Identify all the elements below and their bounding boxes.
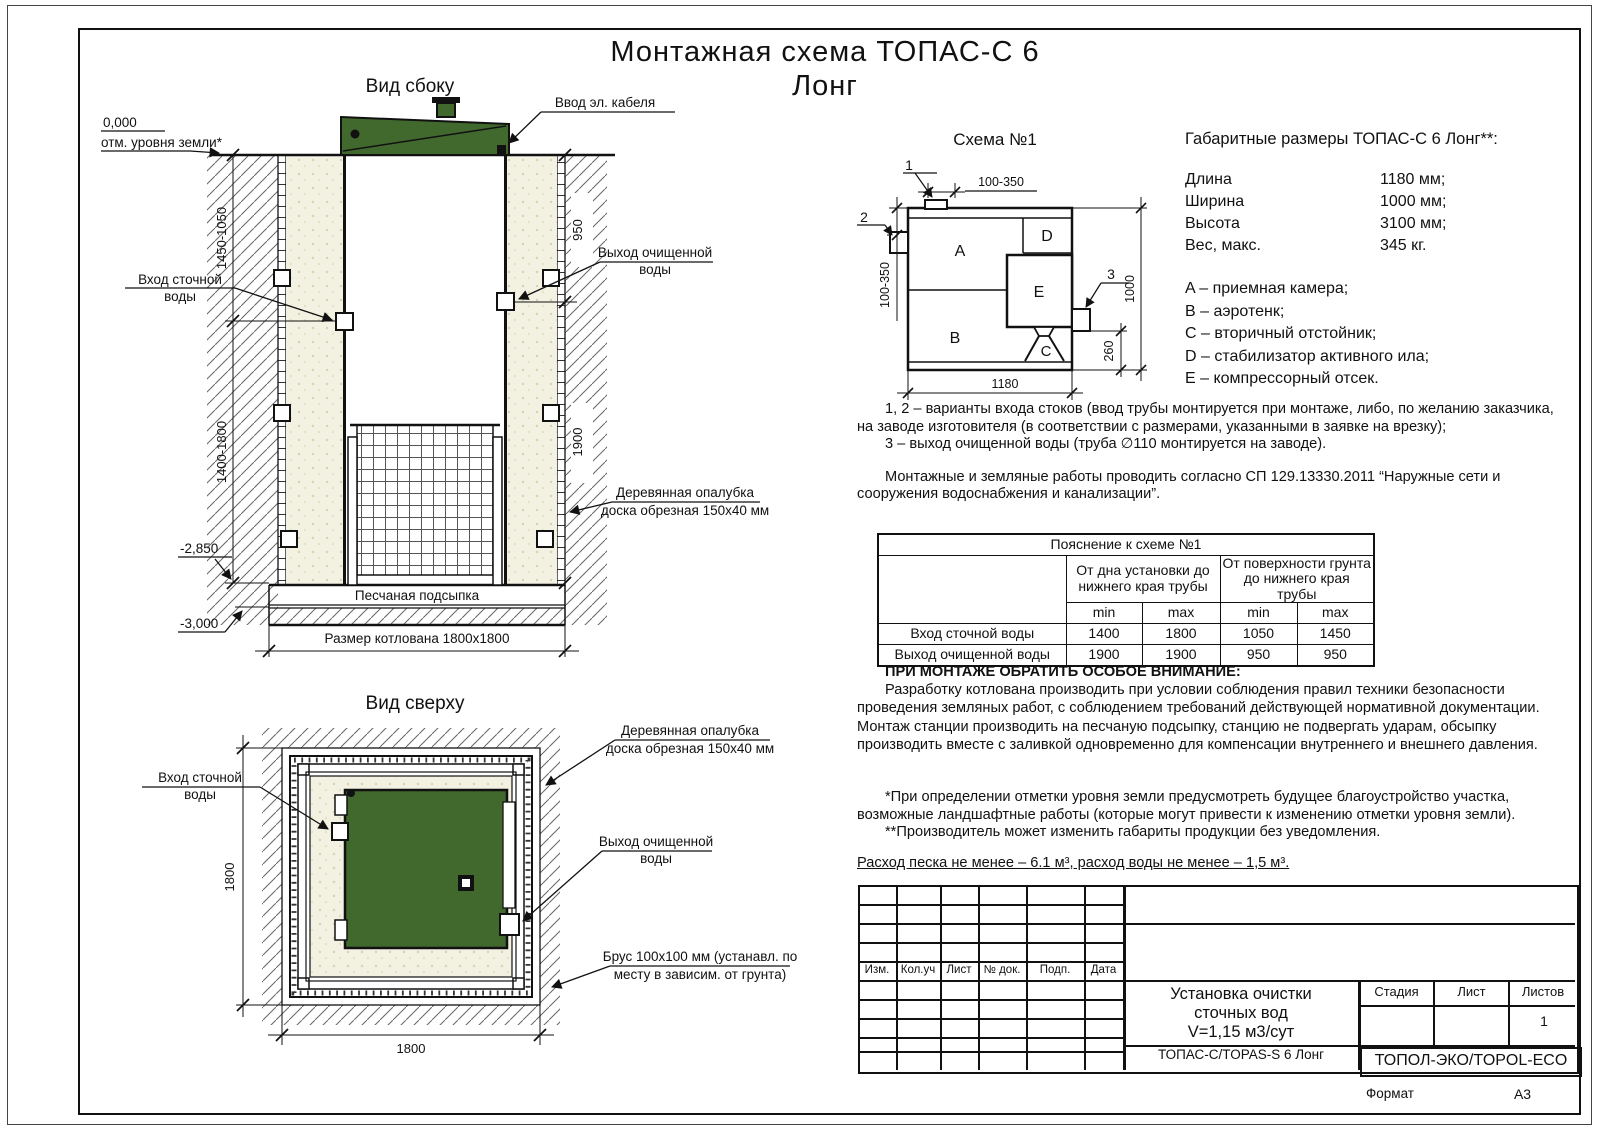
spec-label: Высота xyxy=(1185,215,1240,232)
table-corner-cell xyxy=(878,555,1066,624)
stamp-line xyxy=(896,885,898,1070)
marker2-label: 2 xyxy=(860,209,868,225)
left-notch-upper xyxy=(335,795,347,815)
row-value: 1450 xyxy=(1297,624,1374,645)
max-header: max xyxy=(1297,603,1374,624)
clamp-right-2 xyxy=(543,405,559,421)
dim-1800-v: 1800 xyxy=(222,862,237,892)
vent-pipe xyxy=(437,103,455,117)
marker3-leader xyxy=(1086,283,1101,307)
top-view-title: Вид сверху xyxy=(365,693,465,714)
vent-square-center xyxy=(462,879,470,887)
row-value: 1400 xyxy=(1066,624,1142,645)
document-title-line3: V=1,15 м3/сут xyxy=(1187,1023,1295,1041)
spec-value: 345 кг. xyxy=(1380,237,1427,254)
spec-label: Ширина xyxy=(1185,193,1245,210)
sand-backfill-right xyxy=(507,155,557,585)
stamp-line xyxy=(978,885,980,1070)
footnotes-block xyxy=(857,789,1559,872)
spec-value: 1000 мм; xyxy=(1380,193,1447,210)
footnote-1: *При определении отметки уровня земли предусмотреть будущее благоустройство участка, возможные ландшафтные работы (которые могут привести к изменению отметки уровня земли). xyxy=(857,789,1516,823)
lid-hatch-handle xyxy=(351,130,360,139)
top-formwork-label-line1: Деревянная опалубка xyxy=(620,723,760,738)
sheets-header: Листов xyxy=(1521,984,1565,999)
right-strip xyxy=(503,802,515,908)
dim-950: 950 xyxy=(570,219,585,241)
row-value: 950 xyxy=(1297,645,1374,666)
row-value: 950 xyxy=(1220,645,1297,666)
level-3000-label: -3,000 xyxy=(180,616,219,631)
compartment-e: E xyxy=(1033,284,1045,301)
spec-value: 3100 мм; xyxy=(1380,215,1447,232)
top-outlet-label-line1: Выход очищенной xyxy=(598,834,714,849)
outlet-label-line1: Выход очищенной xyxy=(597,245,713,260)
corner-step-br xyxy=(513,978,524,989)
marker2-leader xyxy=(885,225,892,235)
stamp-col-list: Лист xyxy=(946,964,972,976)
dimensions-heading: Габаритные размеры ТОПАС-С 6 Лонг**: xyxy=(1185,130,1498,148)
stamp-col-podp: Подп. xyxy=(1039,964,1071,976)
beam-leader xyxy=(552,966,610,987)
legend-item: B – аэротенк; xyxy=(1185,302,1285,320)
model-name: ТОПАС-С/TOPAS-S 6 Лонг xyxy=(1157,1047,1325,1062)
zero-mark-label: 0,000 xyxy=(103,115,137,130)
document-title-line1: Установка очистки xyxy=(1170,985,1312,1003)
tank-lid xyxy=(341,117,509,155)
document-title-line2: сточных вод xyxy=(1194,1004,1288,1022)
spec-row xyxy=(1185,191,1585,213)
legend-item: E – компрессорный отсек. xyxy=(1185,370,1379,387)
outlet-label-line2: воды xyxy=(639,262,671,277)
explanation-table xyxy=(877,533,1375,667)
table-group2-header xyxy=(1220,555,1374,603)
clamp-left-1 xyxy=(274,270,290,286)
dim-top-100-350: 100-350 xyxy=(978,175,1024,189)
beam-label-line1: Брус 100х100 мм (устанавл. по xyxy=(602,949,798,964)
row-value: 1900 xyxy=(1066,645,1142,666)
formwork-left xyxy=(278,155,286,585)
legend-item: C – вторичный отстойник; xyxy=(1185,325,1377,342)
pit-size-label: Размер котлована 1800х1800 xyxy=(324,631,510,646)
compartment-a: A xyxy=(954,243,966,260)
group2-line1: От поверхности грунта xyxy=(1222,554,1371,571)
left-notch-lower xyxy=(335,920,347,940)
compartment-b: B xyxy=(949,330,961,347)
min-header: min xyxy=(1220,603,1297,624)
support-board-right xyxy=(493,437,502,585)
top-inlet-label-line2: воды xyxy=(184,787,216,802)
title-block xyxy=(858,885,1580,1075)
max-header: max xyxy=(1142,603,1220,624)
spec-label: Вес, макс. xyxy=(1185,237,1261,254)
marker3-label: 3 xyxy=(1107,266,1115,282)
stamp-line xyxy=(858,904,1123,906)
formwork-label-line2: доска обрезная 150х40 мм xyxy=(600,503,770,518)
dim-1800-h: 1800 xyxy=(396,1041,426,1056)
attention-body: Разработку котлована производить при условии соблюдения правил техники безопасности проведения земляных работ, с соблюдением требований действующей нормативной документации. Монтаж станции производить на песчаную подсыпку, станцию не подвергать ударам, обсыпку производить вместе с заливкой одновременно для компенсации внутреннего и внешнего давления. xyxy=(857,682,1540,753)
row-name: Вход сточной воды xyxy=(878,624,1066,645)
ground-leader xyxy=(190,151,219,153)
stamp-line xyxy=(940,885,942,1070)
note-sp: Монтажные и земляные работы проводить согласно СП 129.13330.2011 “Наружные сети и сооружения водоснабжения и канализации”. xyxy=(857,468,1501,503)
row-value: 1050 xyxy=(1220,624,1297,645)
note-outlet: 3 – выход очищенной воды (труба ∅110 монтируется на заводе). xyxy=(885,436,1327,453)
document-title xyxy=(1125,985,1357,1042)
cable-entry-point xyxy=(497,145,506,154)
corner-step-tl xyxy=(298,764,309,775)
table-row xyxy=(878,624,1374,645)
stage-header: Стадия xyxy=(1374,984,1419,999)
stamp-line xyxy=(858,1018,1123,1020)
spec-value: 1180 мм; xyxy=(1380,171,1446,188)
sand-bedding-label: Песчаная подсыпка xyxy=(354,588,480,603)
notes-block xyxy=(857,401,1563,504)
page-title-line2: Лонг xyxy=(792,70,858,102)
dim-1900: 1900 xyxy=(570,427,585,457)
stamp-line xyxy=(858,923,1123,925)
group1-line1: От дна установки до xyxy=(1076,562,1210,579)
side-view-drawing xyxy=(85,85,865,670)
stamp-line xyxy=(858,1037,1123,1039)
top-outlet-label-line2: воды xyxy=(640,851,672,866)
stamp-line xyxy=(1123,885,1126,1070)
outlet-pipe-stub xyxy=(497,293,514,310)
spec-row xyxy=(1185,213,1585,235)
group1-line2: нижнего края трубы xyxy=(1078,577,1208,594)
spec-label: Длина xyxy=(1185,171,1232,188)
tank-top xyxy=(345,790,507,948)
inlet-pipe-stub xyxy=(336,313,353,330)
top-inlet-label-line1: Вход сточной xyxy=(158,770,242,785)
dimensions-block xyxy=(1185,128,1585,391)
cable-leader xyxy=(509,112,541,143)
row-value: 1900 xyxy=(1142,645,1220,666)
top-formwork-label-line2: доска обрезная 150х40 мм xyxy=(605,741,775,756)
sand-backfill-left xyxy=(286,155,343,585)
dim-1180: 1180 xyxy=(991,377,1019,391)
company-name: ТОПОЛ-ЭКО/TOPOL-ECO xyxy=(1360,1047,1582,1077)
spec-row xyxy=(1185,235,1585,257)
attention-block xyxy=(857,663,1559,754)
format-value: А3 xyxy=(1513,1086,1532,1102)
dim-1000: 1000 xyxy=(1123,275,1137,303)
clamp-right-3 xyxy=(537,531,553,547)
format-label: Формат xyxy=(1366,1086,1414,1101)
schema-title: Схема №1 xyxy=(953,130,1037,149)
inlet-socket xyxy=(332,823,348,840)
stamp-line xyxy=(1358,1005,1575,1007)
clamp-left-2 xyxy=(274,405,290,421)
stamp-line xyxy=(858,942,1123,944)
outlet-socket xyxy=(500,914,519,935)
schema-drawing xyxy=(845,125,1180,410)
legend-item: D – стабилизатор активного ила; xyxy=(1185,347,1430,365)
min-header: min xyxy=(1066,603,1142,624)
clamp-right-1 xyxy=(543,270,559,286)
stamp-col-ndok: № док. xyxy=(983,964,1021,976)
stamp-line xyxy=(858,961,1123,963)
table-title: Пояснение к схеме №1 xyxy=(878,534,1374,555)
group2-line2: до нижнего края трубы xyxy=(1243,570,1350,602)
level-2850-label: -2,850 xyxy=(180,541,219,556)
stamp-line xyxy=(1084,885,1086,1070)
schema-marker2-stub xyxy=(890,232,908,253)
corner-step-tr xyxy=(513,764,524,775)
dimensions-rows xyxy=(1185,169,1585,257)
stamp-line xyxy=(858,1051,1123,1053)
stamp-col-koluch: Кол.уч xyxy=(900,964,936,976)
attention-heading: ПРИ МОНТАЖЕ ОБРАТИТЬ ОСОБОЕ ВНИМАНИЕ: xyxy=(885,664,1241,680)
side-view-title: Вид сбоку xyxy=(365,76,455,97)
cable-entry-label: Ввод эл. кабеля xyxy=(554,95,656,110)
stamp-line xyxy=(1026,885,1028,1070)
schema-marker1-stub xyxy=(925,200,947,209)
formwork-label-line1: Деревянная опалубка xyxy=(615,485,755,500)
stamp-line xyxy=(858,980,1123,982)
dim-1400-1800: 1400-1800 xyxy=(214,420,229,484)
consumption-note: Расход песка не менее – 6.1 м³, расход воды не менее – 1,5 м³. xyxy=(857,854,1290,871)
formwork-right xyxy=(557,155,565,585)
compartment-legend xyxy=(1185,278,1585,391)
footnote-2: **Производитель может изменить габариты продукции без уведомления. xyxy=(885,824,1381,841)
support-board-left xyxy=(348,437,357,585)
vent-cap xyxy=(432,97,460,103)
stamp-col-data: Дата xyxy=(1090,964,1117,976)
legend-item: A – приемная камера; xyxy=(1185,280,1349,297)
page-title: Монтажная схема ТОПАС-С 6 xyxy=(610,36,1040,68)
row-value: 1800 xyxy=(1142,624,1220,645)
inlet-label-line1: Вход сточной xyxy=(138,272,222,287)
ballast-grid xyxy=(357,425,493,575)
stamp-line xyxy=(858,999,1123,1001)
compartment-c: C xyxy=(1040,343,1052,360)
schema-marker3-stub xyxy=(1072,309,1090,331)
dim-260: 260 xyxy=(1102,340,1116,362)
dim-left-100-350: 100-350 xyxy=(878,262,892,308)
corner-step-bl xyxy=(298,978,309,989)
beam-label-line2: месту в зависим. от грунта) xyxy=(613,967,787,982)
table-group1-header xyxy=(1066,555,1220,603)
top-view-drawing xyxy=(120,695,810,1065)
dim-1450-1050: 1450-1050 xyxy=(214,206,229,270)
stamp-line xyxy=(1123,923,1575,925)
sheets-count: 1 xyxy=(1540,1013,1548,1029)
spec-row xyxy=(1185,169,1585,191)
note-variants: 1, 2 – варианты входа стоков (ввод трубы монтируется при монтаже, либо, по желанию заказчика, на заводе изготовителя (в соответствии с размерами, указанными в заявке на врезку); xyxy=(857,401,1554,435)
inlet-label-line2: воды xyxy=(164,289,196,304)
row-name: Выход очищенной воды xyxy=(878,645,1066,666)
marker1-label: 1 xyxy=(905,157,913,173)
sheet-header: Лист xyxy=(1457,984,1486,999)
compartment-d: D xyxy=(1041,228,1053,245)
tank-top-dot xyxy=(347,789,355,797)
ground-hatch-bottom xyxy=(278,608,565,625)
stamp-col-izm: Изм. xyxy=(864,964,890,976)
marker1-leader xyxy=(915,173,932,197)
clamp-left-3 xyxy=(281,531,297,547)
ground-level-label: отм. уровня земли* xyxy=(101,135,222,150)
